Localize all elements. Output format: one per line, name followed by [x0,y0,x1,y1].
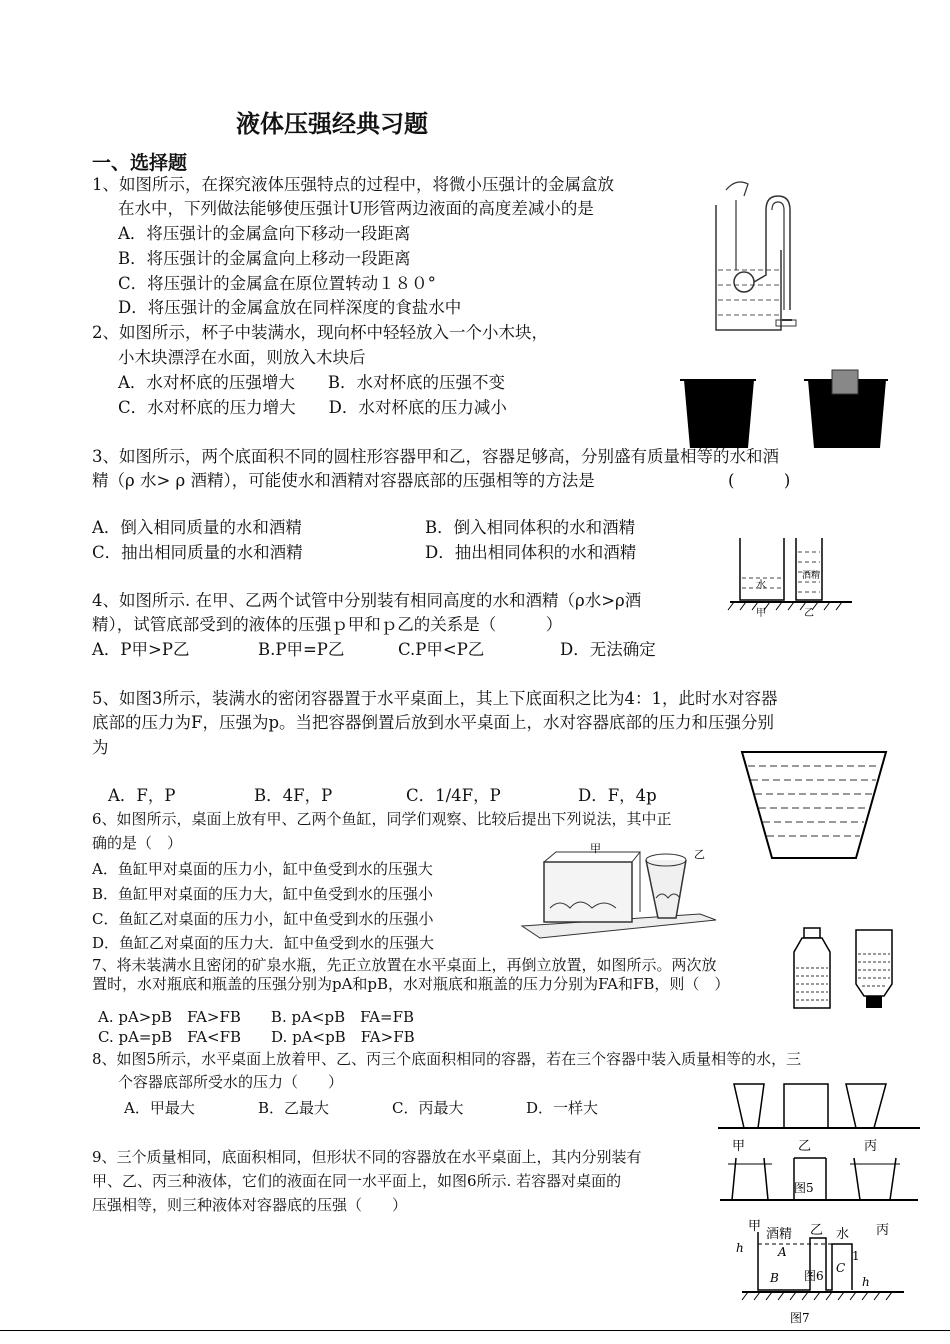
fig7-point-c: C [836,1261,846,1275]
q1-option-d: D．将压强计的金属盒放在同样深度的食盐水中 [118,298,462,317]
fig7-bing-label: 丙 [876,1223,890,1238]
q7-options-ab: A. pA>pB FA>FB B. pA<pB FA=FB [98,1008,415,1026]
q5-trapezoid-container-figure [738,748,890,862]
q3-option-a: A．倒入相同质量的水和酒精 [92,518,302,537]
q2-stem-line2: 小木块漂浮在水面，则放入木块后 [118,348,366,367]
q6-fig-jia-label: 甲 [590,842,601,855]
q6-stem-line2: 确的是（ ） [92,834,183,852]
q9-stem-line3: 压强相等，则三种液体对容器底的压强（ ） [92,1196,408,1214]
q5-option-c: C．1/4F，P [406,786,501,805]
fig7-yi-label: 乙 [810,1223,824,1238]
fig7-water-label: 水 [836,1227,850,1242]
q8-option-b: B．乙最大 [258,1099,330,1117]
fig7-h-left: h [736,1241,744,1255]
q1-manometer-figure [696,170,806,340]
q3-option-c: C．抽出相同质量的水和酒精 [92,543,303,562]
figure-7 [728,1214,908,1324]
q4-option-d: D．无法确定 [560,640,656,659]
q5-option-a: A．F，P [108,786,176,805]
fig7-caption: 图7 [790,1311,810,1324]
q7-stem-line2: 置时，水对瓶底和瓶盖的压强分别为pA和pB，水对瓶底和瓶盖的压力分别为FA和FB，则（ ） [92,975,730,993]
q7-stem-line1: 7、将未装满水且密闭的矿泉水瓶，先正立放置在水平桌面上，再倒立放置，如图所示。两次放 [92,956,717,974]
q4-option-b: B.P甲=P乙 [258,640,345,659]
figure-5 [714,1136,924,1208]
fig5-jia-label: 甲 [732,1139,746,1154]
fig7-h-right: h [862,1275,870,1289]
q4-option-c: C.P甲<P乙 [398,640,485,659]
q1-stem-line2: 在水中，下列做法能够使压强计U形管两边液面的高度差减小的是 [118,199,594,218]
q6-option-a: A．鱼缸甲对桌面的压力小，缸中鱼受到水的压强大 [92,860,433,878]
q1-stem-line1: 1、如图所示，在探究液体压强特点的过程中，将微小压强计的金属盒放 [92,175,614,194]
q9-stem-line2: 甲、乙、丙三种液体，它们的液面在同一水平面上，如图6所示. 若容器对桌面的 [92,1172,622,1190]
fig7-jia-label: 甲 [748,1219,762,1234]
q4-stem-line2: 精），试管底部受到的液体的压强ｐ甲和ｐ乙的关系是（ ） [92,615,563,634]
q2-options-ab: A．水对杯底的压强增大 B．水对杯底的压强不变 [118,373,506,392]
q2-cups-figure [676,368,896,458]
q3-option-d: D．抽出相同体积的水和酒精 [425,543,637,562]
q8-option-c: C．丙最大 [392,1099,464,1117]
fig7-one-label: 1 [852,1249,860,1263]
q5-option-b: B．4F，P [254,786,333,805]
fig7-point-a: A [778,1245,787,1259]
q6-stem-line1: 6、如图所示，桌面上放有甲、乙两个鱼缸，同学们观察、比较后提出下列说法，其中正 [92,810,672,828]
q3-fig-water-label: 水 [756,580,766,591]
q1-option-a: A．将压强计的金属盒向下移动一段距离 [118,224,411,243]
q7-bottles-figure [790,924,902,1014]
fig7-alcohol-label: 酒精 [766,1227,793,1242]
q3-option-b: B．倒入相同体积的水和酒精 [425,518,636,537]
fig6-caption: 图6 [804,1269,824,1283]
page-title: 液体压强经典习题 [236,110,428,138]
q8-stem-line1: 8、如图5所示，水平桌面上放着甲、乙、丙三个底面积相同的容器，若在三个容器中装入质量相等的水，三 [92,1050,802,1068]
q6-option-c: C．鱼缸乙对桌面的压力小，缸中鱼受到水的压强小 [92,910,434,928]
q4-option-a: A．P甲>P乙 [92,640,190,659]
fig5-yi-label: 乙 [798,1139,812,1154]
q9-stem-line1: 9、三个质量相同，底面积相同，但形状不同的容器放在水平桌面上，其内分别装有 [92,1148,642,1166]
q8-stem-line2: 个容器底部所受水的压力（ ） [118,1073,344,1091]
q3-containers-figure [726,530,856,620]
q5-option-d: D．F，4p [578,786,657,805]
q3-fig-alcohol-label: 酒精 [802,571,821,581]
q6-option-d: D．鱼缸乙对桌面的压力大．缸中鱼受到水的压强大 [92,934,435,952]
q7-options-cd: C. pA=pB FA<FB D. pA<pB FA>FB [98,1028,415,1046]
section-heading: 一、选择题 [92,152,188,174]
q6-fish-tanks-figure [520,838,720,940]
q2-stem-line1: 2、如图所示，杯子中装满水，现向杯中轻轻放入一个小木块， [92,323,548,342]
fig7-point-b: B [770,1271,779,1285]
q4-stem-line1: 4、如图所示. 在甲、乙两个试管中分别装有相同高度的水和酒精（ρ水>ρ酒 [92,591,642,610]
q8-three-containers-figure [714,1070,924,1140]
q3-stem-line2: 精（ρ 水> ρ 酒精），可能使水和酒精对容器底部的压强相等的方法是 [92,471,595,490]
q3-fig-jia-label: 甲 [756,608,766,619]
q2-options-cd: C．水对杯底的压力增大 D．水对杯底的压力减小 [118,398,507,417]
q1-option-b: B．将压强计的金属盒向上移动一段距离 [118,249,411,268]
q6-fig-yi-label: 乙 [694,848,705,861]
page-bottom-rule [0,1330,950,1331]
fig5-bing-label: 丙 [864,1139,878,1154]
q3-stem-line1: 3、如图所示，两个底面积不同的圆柱形容器甲和乙，容器足够高，分别盛有质量相等的水和酒 [92,447,779,466]
q8-option-a: A．甲最大 [124,1099,195,1117]
q3-fig-yi-label: 乙 [804,608,814,619]
q5-stem-line1: 5、如图3所示，装满水的密闭容器置于水平桌面上，其上下底面积之比为4：1，此时水对容器 [92,689,778,708]
fig5-caption: 图5 [794,1181,814,1195]
q3-answer-blank: ( ) [728,471,791,490]
q8-option-d: D．一样大 [526,1099,599,1117]
q5-stem-line2: 底部的压力为F，压强为p。当把容器倒置后放到水平桌面上，水对容器底部的压力和压强分别 [92,713,775,732]
q5-stem-line3: 为 [92,738,109,757]
q6-option-b: B．鱼缸甲对桌面的压力大，缸中鱼受到水的压强小 [92,885,434,903]
q1-option-c: C．将压强计的金属盒在原位置转动１８０° [118,274,436,293]
